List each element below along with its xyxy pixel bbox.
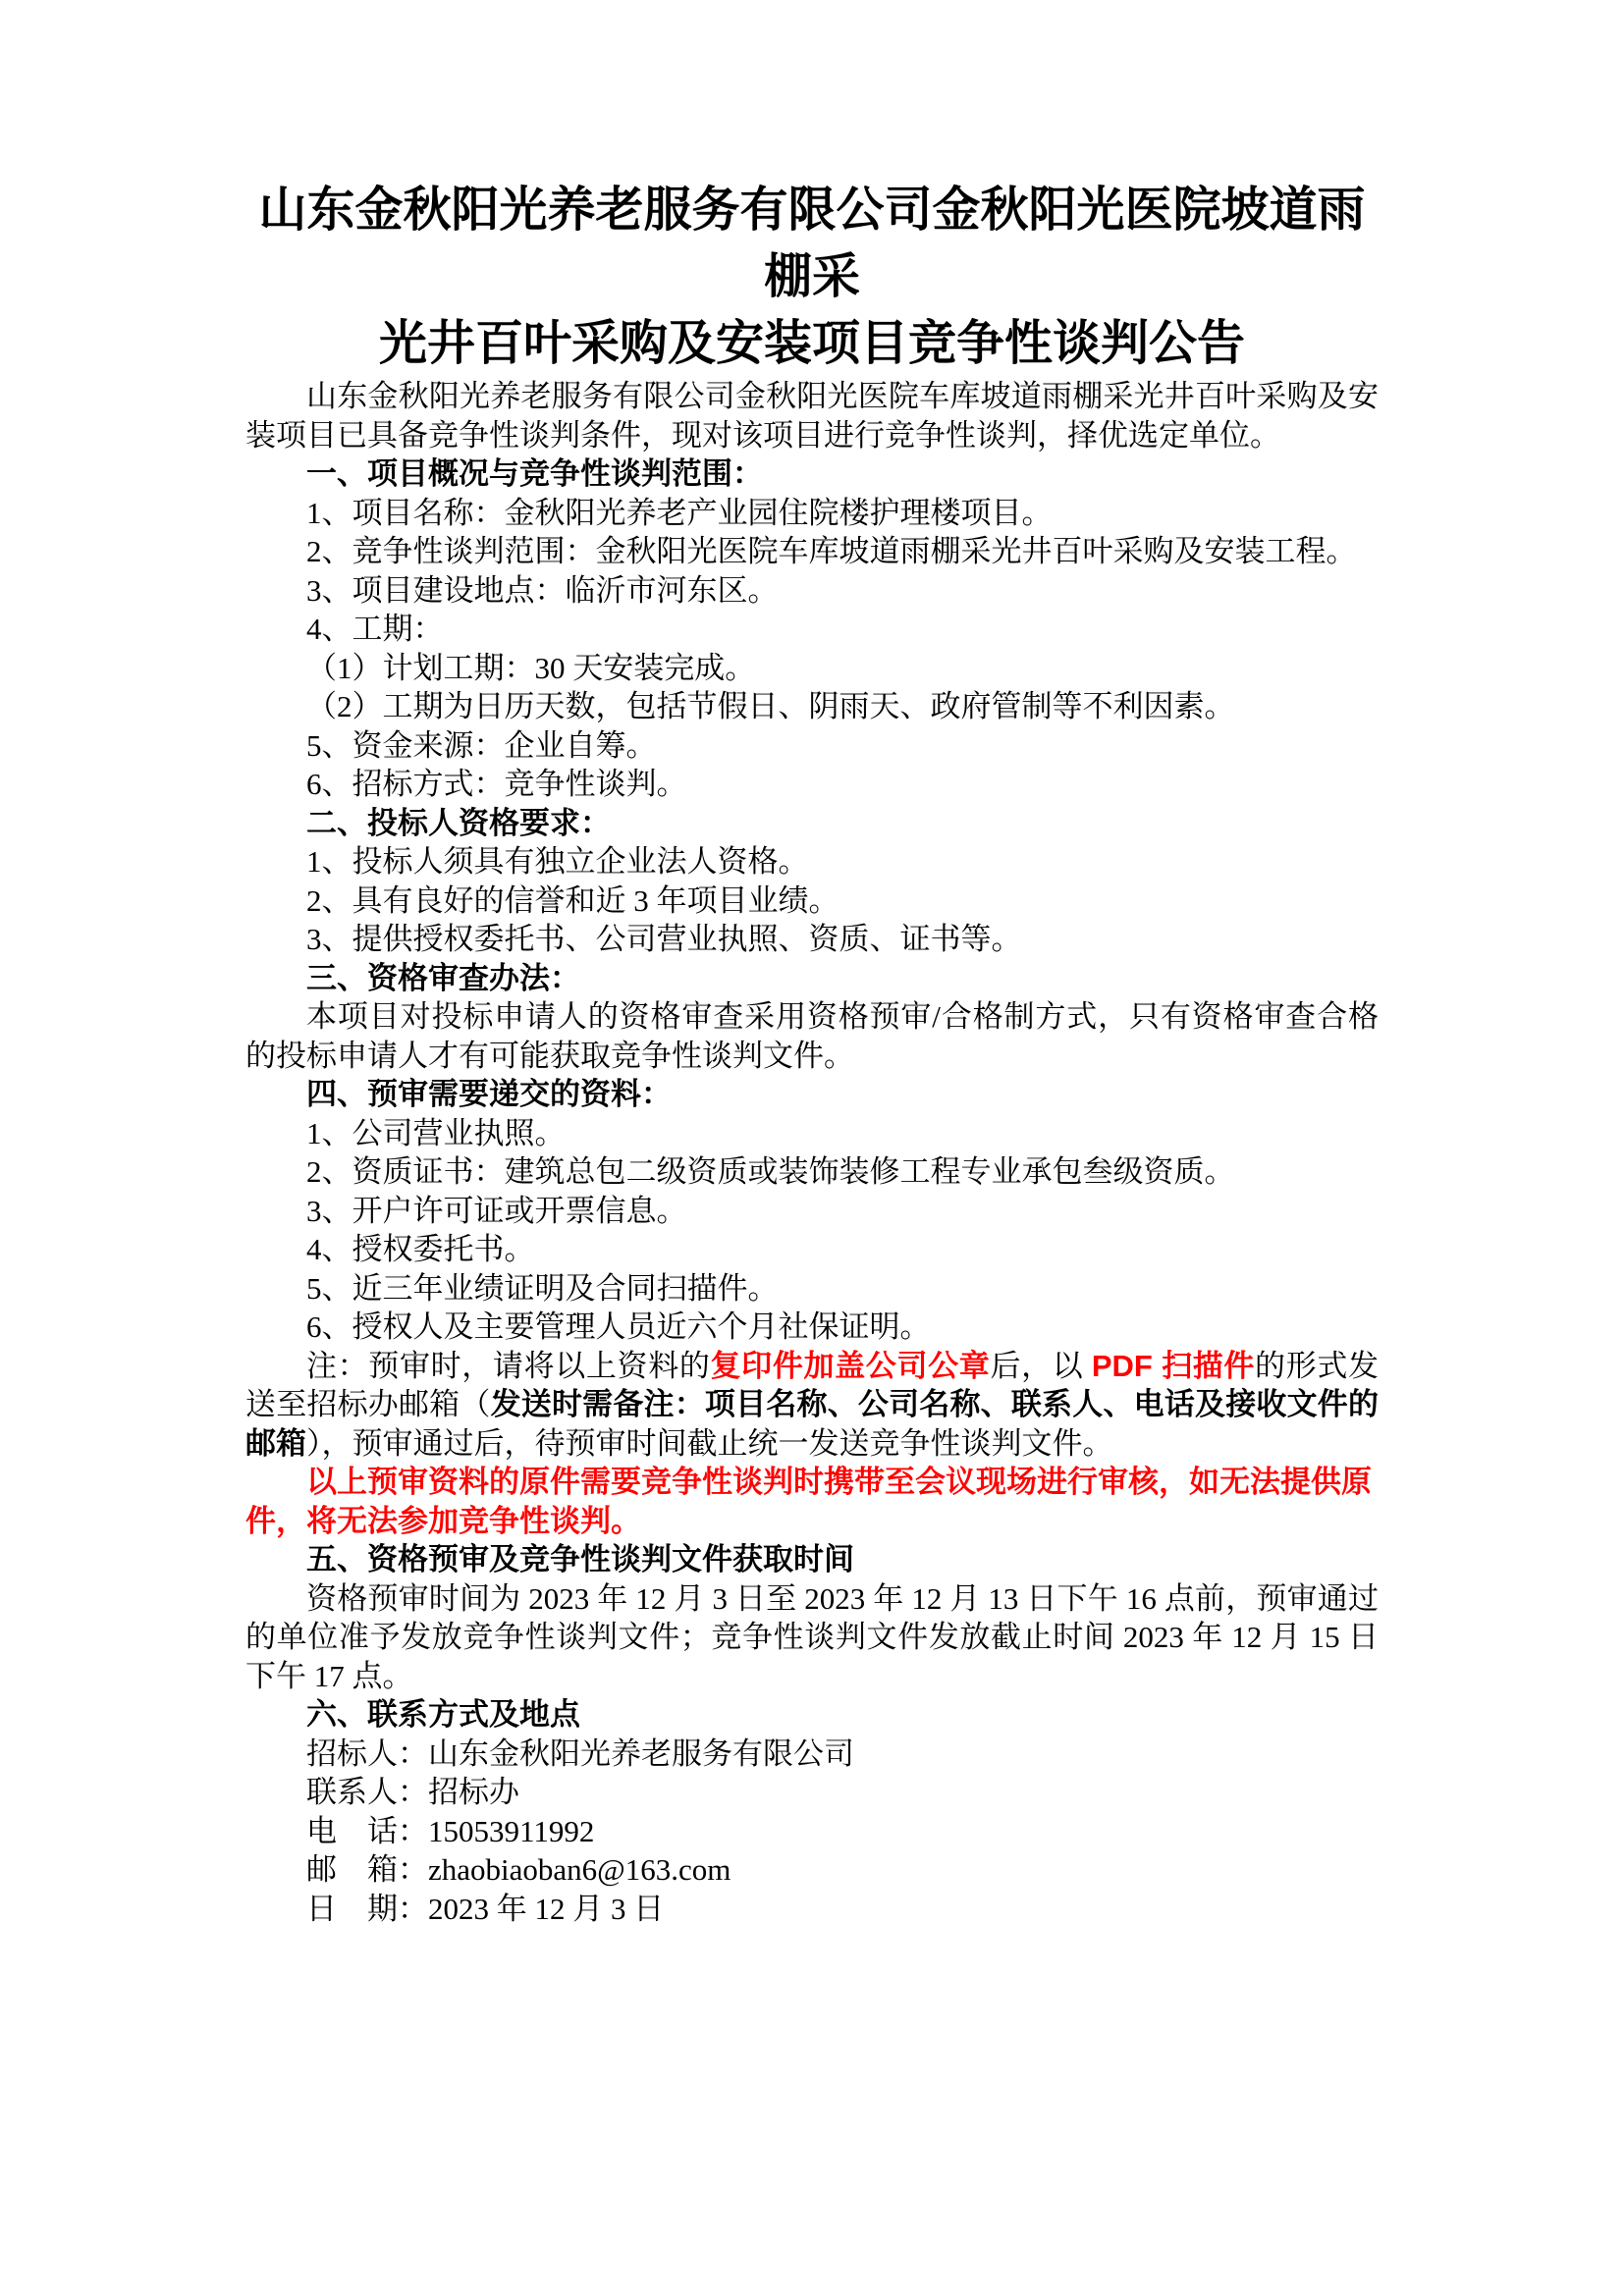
intro-paragraph: 山东金秋阳光养老服务有限公司金秋阳光医院车库坡道雨棚采光井百叶采购及安装项目已具备竞争性谈判条件，现对该项目进行竞争性谈判，择优选定单位。	[245, 379, 1379, 453]
section3-heading: 三、资格审查办法：	[306, 960, 580, 995]
section2-item-legal-entity: 1、投标人须具有独立企业法人资格。	[306, 844, 809, 879]
note-text-2: 后，以	[990, 1348, 1092, 1383]
section4-item-account-permit: 3、开户许可证或开票信息。	[306, 1193, 687, 1228]
section3-paragraph: 本项目对投标申请人的资格审查采用资格预审/合格制方式，只有资格审查合格的投标申请人才有可能获取竞争性谈判文件。	[245, 999, 1379, 1073]
section2-heading: 二、投标人资格要求：	[306, 805, 611, 840]
section6-heading: 六、联系方式及地点	[306, 1697, 580, 1732]
section5-heading: 五、资格预审及竞争性谈判文件获取时间	[306, 1542, 854, 1576]
contact-person: 联系人：招标办	[306, 1775, 519, 1809]
note-highlight-pdf-scan: PDF 扫描件	[1091, 1348, 1256, 1383]
section4-item-social-security: 6、授权人及主要管理人员近六个月社保证明。	[306, 1309, 931, 1344]
original-documents-warning: 以上预审资料的原件需要竞争性谈判时携带至会议现场进行审核，如无法提供原件，将无法参加竞争性谈判。	[245, 1465, 1372, 1538]
contact-email: 邮 箱：zhaobiaoban6@163.com	[306, 1852, 731, 1887]
section1-heading: 一、项目概况与竞争性谈判范围：	[306, 456, 763, 491]
document-title	[245, 177, 1379, 377]
contact-phone: 电 话：15053911992	[306, 1813, 595, 1848]
section1-item-scope: 2、竞争性谈判范围：金秋阳光医院车库坡道雨棚采光井百叶采购及安装工程。	[306, 534, 1357, 568]
announcement-date: 日 期：2023 年 12 月 3 日	[306, 1891, 665, 1926]
section1-item-project-name: 1、项目名称：金秋阳光养老产业园住院楼护理楼项目。	[306, 495, 1053, 530]
note-bold-remark-requirements: 发送时需备注：项目名称、公司名称、联系人、电话及接收文件的邮箱	[245, 1387, 1380, 1461]
note-text-4: ），预审通过后，待预审时间截止统一发送竞争性谈判文件。	[306, 1425, 1113, 1461]
section1-item-location: 3、项目建设地点：临沂市河东区。	[306, 572, 779, 608]
note-text-3: 的形式发送至招标办邮箱（	[245, 1348, 1380, 1421]
section4-heading: 四、预审需要递交的资料：	[306, 1077, 672, 1111]
section1-item-duration: 4、工期：	[306, 612, 444, 646]
note-text-1: 注：预审时，请将以上资料的	[306, 1348, 711, 1383]
document-title-line1: 山东金秋阳光养老服务有限公司金秋阳光医院坡道雨棚采	[258, 183, 1366, 303]
section4-item-performance-proof: 5、近三年业绩证明及合同扫描件。	[306, 1270, 779, 1306]
note-highlight-stamped-copies: 复印件加盖公司公章	[710, 1348, 991, 1383]
contact-tenderer: 招标人：山东金秋阳光养老服务有限公司	[306, 1735, 854, 1771]
section4-item-qualification-cert: 2、资质证书：建筑总包二级资质或装饰装修工程专业承包叁级资质。	[306, 1154, 1235, 1189]
section4-item-business-license: 1、公司营业执照。	[306, 1115, 566, 1150]
section2-item-reputation: 2、具有良好的信誉和近 3 年项目业绩。	[306, 882, 839, 918]
document-title-line2: 光井百叶采购及安装项目竞争性谈判公告	[378, 316, 1245, 370]
section1-item-duration-plan: （1）计划工期：30 天安装完成。	[306, 650, 756, 685]
section2-item-credentials: 3、提供授权委托书、公司营业执照、资质、证书等。	[306, 922, 1022, 956]
section1-item-duration-calendar: （2）工期为日历天数，包括节假日、阴雨天、政府管制等不利因素。	[306, 689, 1235, 723]
section5-paragraph: 资格预审时间为 2023 年 12 月 3 日至 2023 年 12 月 13 日下午 16 点前，预审通过的单位准予发放竞争性谈判文件；竞争性谈判文件发放截止时间 2023 年 12 月 15 日下午 17 点。	[245, 1580, 1379, 1693]
section1-item-bidding-method: 6、招标方式：竞争性谈判。	[306, 767, 687, 801]
section1-item-funding: 5、资金来源：企业自筹。	[306, 727, 657, 763]
section4-item-authorization: 4、授权委托书。	[306, 1232, 535, 1266]
prequalification-note	[245, 1347, 1379, 1464]
